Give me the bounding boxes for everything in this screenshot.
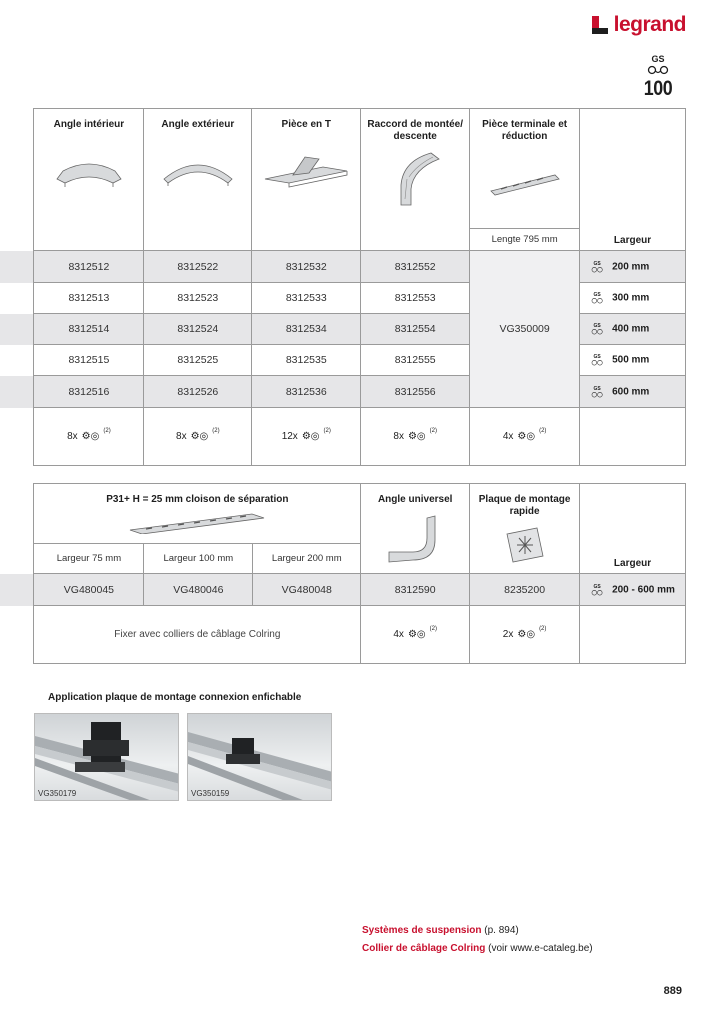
partition-strip-icon	[122, 510, 272, 534]
code-cell: 8312533	[252, 283, 361, 314]
note-mark: (2)	[429, 625, 437, 632]
application-photo	[34, 713, 179, 801]
row-lead	[0, 606, 34, 664]
row-lead	[0, 345, 34, 376]
qty-value: 2x	[502, 629, 514, 640]
qty-cell	[361, 606, 470, 664]
reference-colring[interactable]: Collier de câblage Colring (voir www.e-cataleg.be)	[362, 943, 593, 954]
width-value: 400 mm	[612, 323, 650, 335]
photo-code: VG350179	[38, 789, 77, 798]
largeur-header: Largeur	[580, 484, 686, 574]
width-subheader: Largeur 100 mm	[144, 544, 253, 574]
qty-value: 8x	[176, 431, 187, 442]
code-cell: 8312535	[252, 345, 361, 376]
gs-badge-label: GS	[651, 54, 665, 64]
bolt-nut-icon: ⚙◎	[81, 431, 100, 442]
qty-cell	[470, 408, 580, 466]
header-label: Angle extérieur	[161, 119, 235, 130]
width-cell	[580, 314, 686, 345]
note-mark: (2)	[103, 427, 111, 434]
row-lead	[0, 283, 34, 314]
partition-table	[0, 483, 686, 664]
code-cell: 8235200	[470, 574, 580, 606]
largeur-header: Largeur	[580, 109, 686, 251]
code-cell: 8312534	[252, 314, 361, 345]
bolt-nut-icon: ⚙◎	[517, 629, 536, 640]
gs-icon: GS ◯◯	[591, 385, 603, 398]
fix-note: Fixer avec colliers de câblage Colring	[34, 606, 361, 664]
qty-cell	[144, 408, 252, 466]
col-piece-terminale	[470, 109, 580, 229]
code-cell: VG480045	[34, 574, 144, 606]
inner-angle-icon	[53, 159, 125, 189]
length-subheader: Lengte 795 mm	[470, 229, 580, 251]
code-cell: 8312536	[252, 376, 361, 408]
width-cell	[580, 345, 686, 376]
gs-badge-number: 100	[643, 77, 673, 100]
code-cell: 8312556	[361, 376, 470, 408]
qty-value: 4x	[393, 629, 404, 640]
code-cell: 8312513	[34, 283, 144, 314]
header-label: Angle intérieur	[53, 119, 125, 130]
code-cell: 8312555	[361, 345, 470, 376]
row-lead	[0, 574, 34, 606]
col-raccord-montee	[361, 109, 470, 251]
code-cell: 8312516	[34, 376, 144, 408]
width-value: 200 mm	[612, 261, 650, 273]
row-lead	[0, 484, 34, 574]
qty-cell	[252, 408, 361, 466]
code-cell: 8312553	[361, 283, 470, 314]
row-lead	[0, 376, 34, 408]
bolt-nut-icon: ⚙◎	[407, 431, 426, 442]
application-photo	[187, 713, 332, 801]
code-cell: 8312525	[144, 345, 252, 376]
header-label: Plaque de montage rapide	[478, 494, 571, 517]
empty-cell	[580, 408, 686, 466]
page-number: 889	[663, 985, 682, 997]
code-cell: 8312554	[361, 314, 470, 345]
riser-fitting-icon	[387, 149, 443, 209]
universal-angle-icon	[383, 512, 447, 566]
col-angle-universel	[361, 484, 470, 574]
application-title: Application plaque de montage connexion enfichable	[48, 692, 302, 703]
code-cell: VG480048	[253, 574, 361, 606]
note-mark: (2)	[539, 625, 547, 632]
code-cell: 8312590	[361, 574, 470, 606]
code-cell: 8312522	[144, 251, 252, 283]
width-value: 600 mm	[612, 386, 650, 398]
code-cell: VG480046	[144, 574, 253, 606]
note-mark: (2)	[323, 427, 331, 434]
col-piece-en-t	[252, 109, 361, 251]
code-cell: 8312515	[34, 345, 144, 376]
gs-icon: GS ◯◯	[591, 583, 603, 596]
cable-tray-photo	[35, 714, 179, 801]
legrand-logo-text: legrand	[613, 13, 686, 36]
reference-suspension[interactable]: Systèmes de suspension (p. 894)	[362, 925, 519, 936]
tee-piece-icon	[263, 153, 349, 193]
note-mark: (2)	[539, 427, 547, 434]
mounting-plate-icon	[503, 526, 547, 566]
width-value: 200 - 600 mm	[612, 584, 675, 596]
legrand-logo	[592, 14, 686, 36]
code-cell: 8312524	[144, 314, 252, 345]
width-value: 500 mm	[612, 354, 650, 366]
row-lead	[0, 109, 34, 251]
width-cell	[580, 283, 686, 314]
header-label: Pièce en T	[281, 119, 331, 130]
row-lead	[0, 251, 34, 283]
col-plaque-montage	[470, 484, 580, 574]
bolt-nut-icon: ⚙◎	[517, 431, 536, 442]
code-cell: 8312526	[144, 376, 252, 408]
col-angle-exterieur	[144, 109, 252, 251]
row-lead	[0, 314, 34, 345]
qty-cell	[470, 606, 580, 664]
header-label: P31+ H = 25 mm cloison de séparation	[106, 494, 289, 505]
header-label: Pièce terminale et réduction	[482, 119, 568, 142]
qty-value: 8x	[67, 431, 78, 442]
gs-icon: GS ◯◯	[591, 323, 603, 335]
partition-header	[34, 484, 361, 544]
qty-value: 8x	[393, 431, 404, 442]
legrand-logo-mark	[592, 16, 610, 34]
qty-value: 12x	[281, 431, 298, 442]
note-mark: (2)	[429, 427, 437, 434]
code-cell: 8312512	[34, 251, 144, 283]
gs-icon: GS ◯◯	[591, 354, 603, 366]
qty-value: 4x	[502, 431, 514, 442]
end-piece-icon	[489, 171, 561, 197]
gs-icon: GS ◯◯	[591, 292, 603, 304]
outer-angle-icon	[160, 157, 236, 187]
bolt-nut-icon: ⚙◎	[407, 629, 426, 640]
empty-cell	[580, 606, 686, 664]
code-cell: 8312514	[34, 314, 144, 345]
cable-tray-photo	[188, 714, 332, 801]
col-angle-interieur	[34, 109, 144, 251]
gs-icon: GS ◯◯	[591, 260, 603, 273]
fittings-table	[0, 108, 686, 466]
bolt-nut-icon: ⚙◎	[301, 431, 320, 442]
bolt-nut-icon: ⚙◎	[190, 431, 209, 442]
width-subheader: Largeur 200 mm	[253, 544, 361, 574]
merged-code-cell: VG350009	[470, 251, 580, 408]
width-subheader: Largeur 75 mm	[34, 544, 144, 574]
row-lead	[0, 408, 34, 466]
gs-rings-icon	[646, 65, 670, 75]
header-label: Angle universel	[377, 494, 453, 505]
width-cell	[580, 574, 686, 606]
note-mark: (2)	[212, 427, 220, 434]
width-cell	[580, 376, 686, 408]
width-value: 300 mm	[612, 292, 650, 304]
qty-cell	[361, 408, 470, 466]
qty-cell	[34, 408, 144, 466]
code-cell: 8312523	[144, 283, 252, 314]
photo-code: VG350159	[191, 789, 230, 798]
code-cell: 8312552	[361, 251, 470, 283]
code-cell: 8312532	[252, 251, 361, 283]
header-label: Raccord de montée/ descente	[367, 119, 463, 142]
references	[362, 922, 593, 958]
gs-100-badge	[638, 54, 678, 101]
width-cell	[580, 251, 686, 283]
